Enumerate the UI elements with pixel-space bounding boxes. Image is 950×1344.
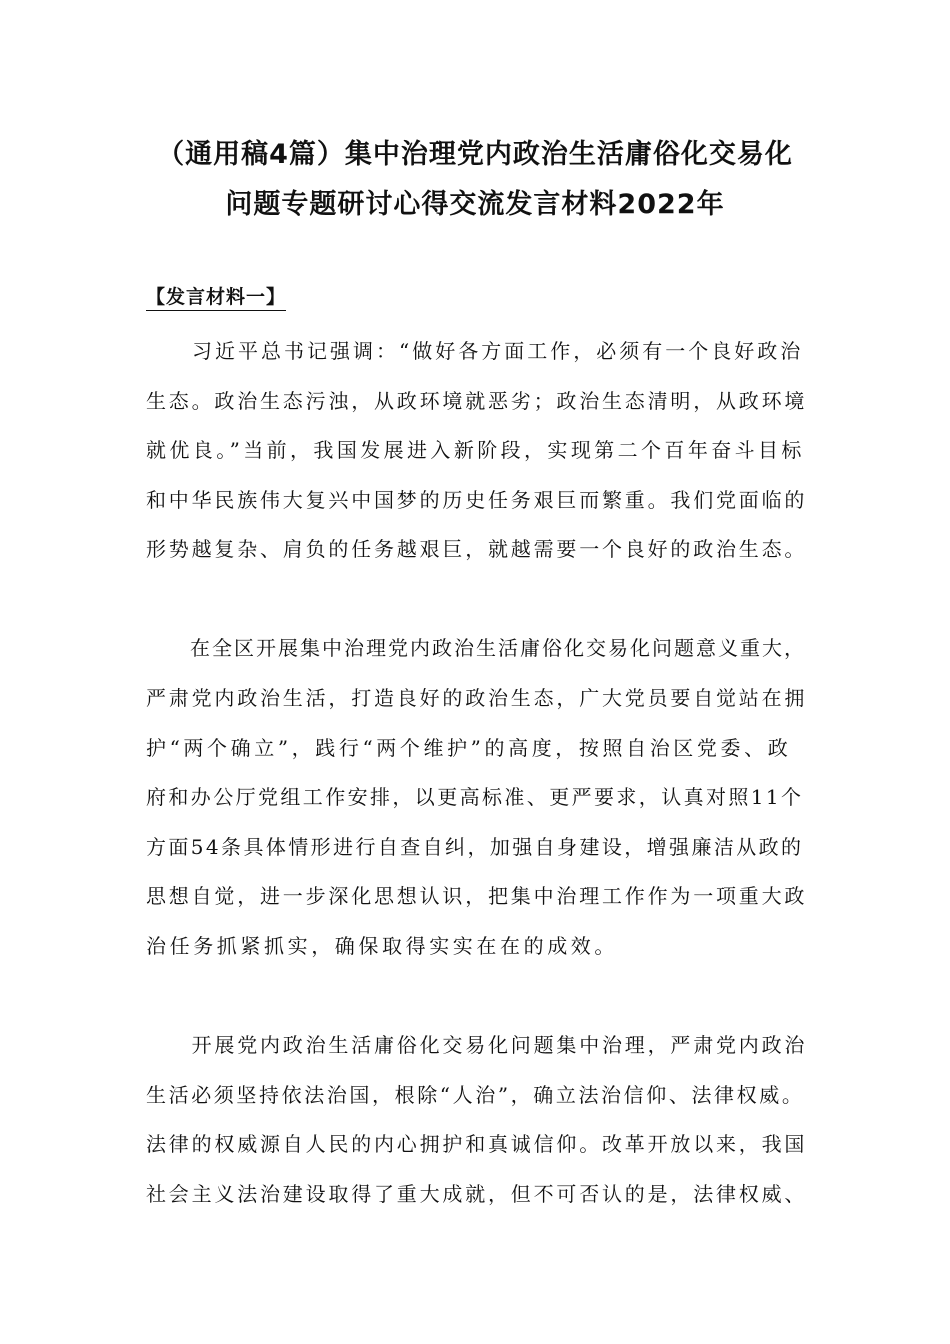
paragraph-line: 法律的权威源自人民的内心拥护和真诚信仰。改革开放以来，我国 [146, 1132, 808, 1156]
document-title-line-2: 问题专题研讨心得交流发言材料2022年 [225, 189, 725, 220]
section-heading: 【发言材料一】 [146, 288, 286, 311]
paragraph-line: 和中华民族伟大复兴中国梦的历史任务艰巨而繁重。我们党面临的 [146, 488, 808, 512]
paragraph-line: 形势越复杂、肩负的任务越艰巨，就越需要一个良好的政治生态。 [146, 537, 808, 561]
paragraph-line: 治任务抓紧抓实，确保取得实实在在的成效。 [146, 934, 618, 958]
paragraph-line: 府和办公厅党组工作安排，以更高标准、更严要求，认真对照11个 [146, 785, 804, 809]
paragraph-line: 习近平总书记强调：“做好各方面工作，必须有一个良好政治 [146, 339, 804, 363]
paragraph-line: 方面54条具体情形进行自查自纠，加强自身建设，增强廉洁从政的 [146, 835, 804, 859]
paragraph-line: 就优良。”当前，我国发展进入新阶段，实现第二个百年奋斗目标 [146, 438, 805, 462]
paragraph-line: 在全区开展集中治理党内政治生活庸俗化交易化问题意义重大， [146, 636, 806, 660]
paragraph-line: 社会主义法治建设取得了重大成就，但不可否认的是，法律权威、 [146, 1182, 808, 1206]
paragraph-line: 思想自觉，进一步深化思想认识，把集中治理工作作为一项重大政 [146, 884, 808, 908]
paragraph-line: 生态。政治生态污浊，从政环境就恶劣；政治生态清明，从政环境 [146, 389, 808, 413]
paragraph-line: 生活必须坚持依法治国，根除“人治”，确立法治信仰、法律权威。 [146, 1083, 805, 1107]
document-title-line-1: （通用稿4篇）集中治理党内政治生活庸俗化交易化 [157, 139, 793, 170]
paragraph-line: 护“两个确立”，践行“两个维护”的高度，按照自治区党委、政 [146, 736, 792, 760]
paragraph-line: 开展党内政治生活庸俗化交易化问题集中治理，严肃党内政治 [146, 1033, 808, 1057]
paragraph-line: 严肃党内政治生活，打造良好的政治生态，广大党员要自觉站在拥 [146, 686, 808, 710]
